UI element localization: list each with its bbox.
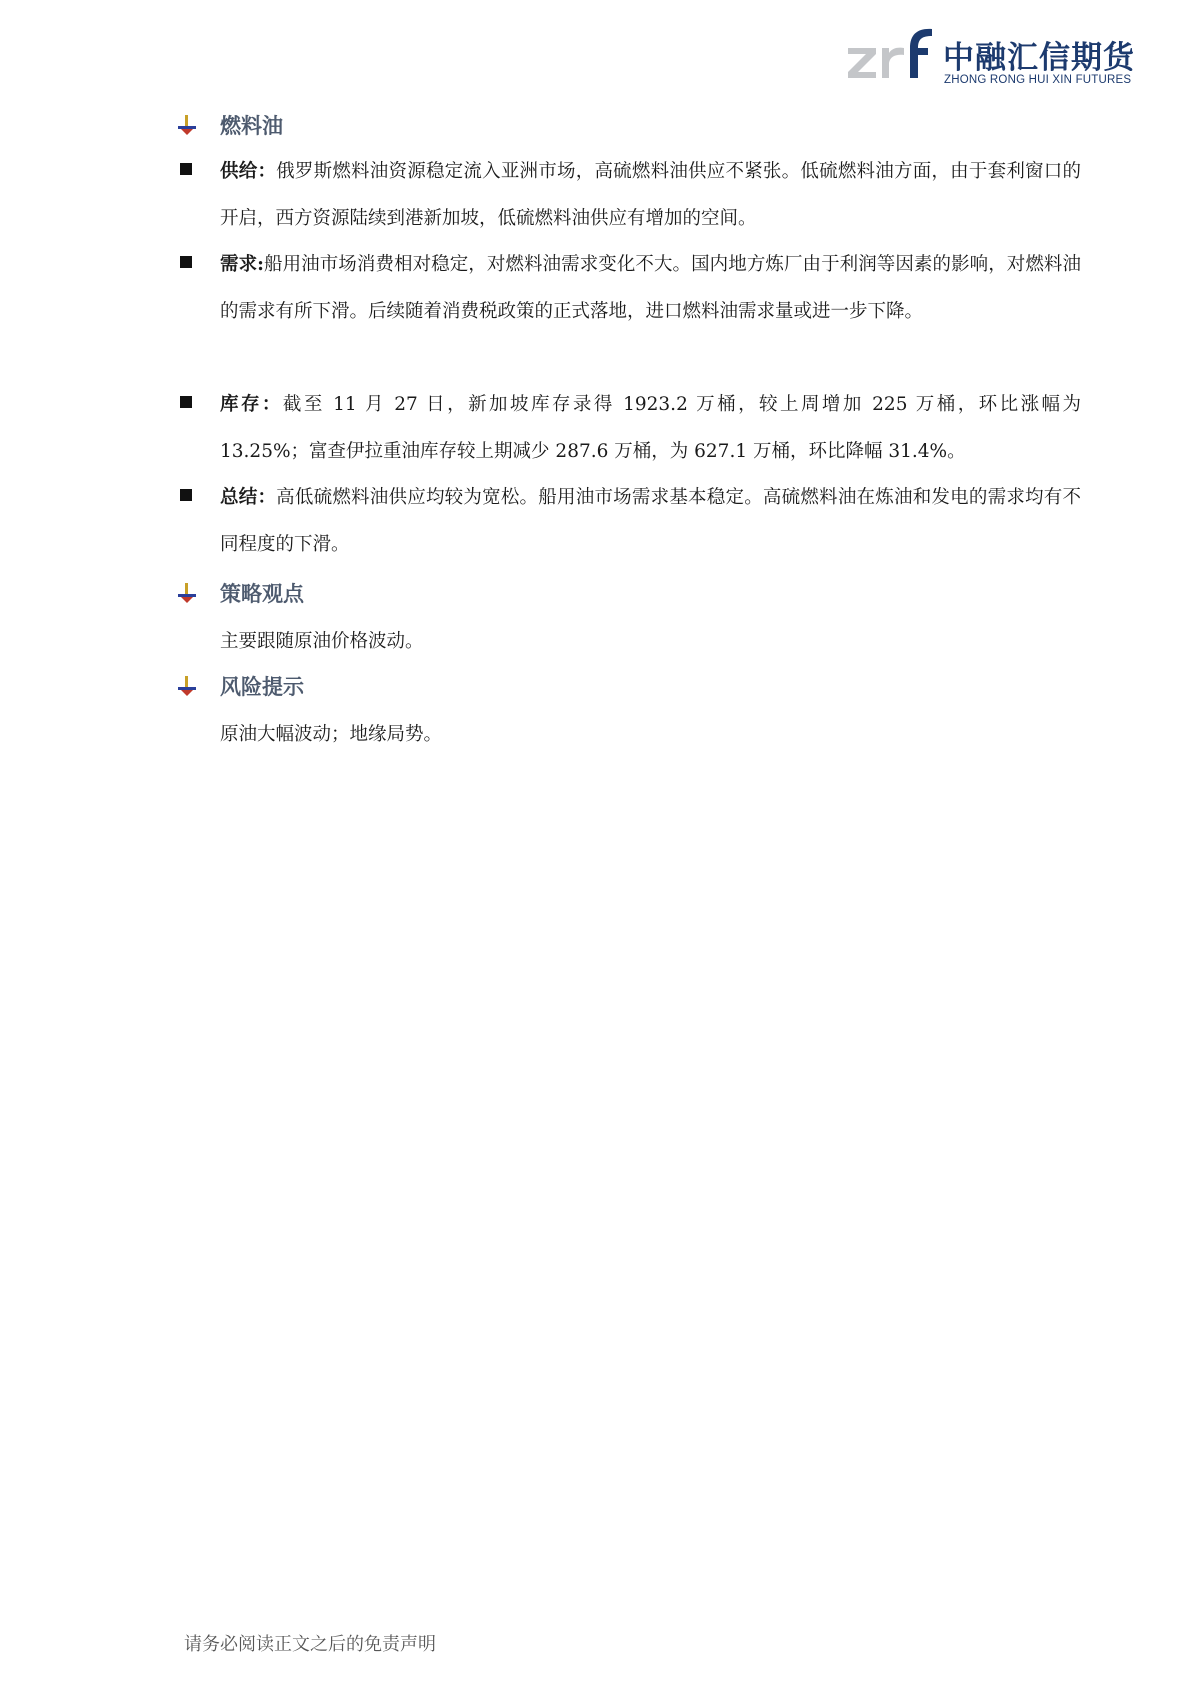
section-heading-text: 燃料油 — [220, 114, 283, 138]
bullet-body: 截至 11 月 27 日，新加坡库存录得 1923.2 万桶，较上周增加 225 万桶，环比涨幅为 13.25%；富查伊拉重油库存较上期减少 287.6 万桶，为 627.1 万桶，环比降幅 31.4%。 — [220, 394, 1081, 462]
section-heading-text: 风险提示 — [220, 675, 304, 699]
bullet-label: 库存： — [220, 394, 283, 415]
bullet-body: 船用油市场消费相对稳定，对燃料油需求变化不大。国内地方炼厂由于利润等因素的影响，对燃料油的需求有所下滑。后续随着消费税政策的正式落地，进口燃料油需求量或进一步下降。 — [220, 254, 1081, 322]
square-bullet-icon — [180, 489, 192, 501]
square-bullet-icon — [180, 163, 192, 175]
bullet-body: 俄罗斯燃料油资源稳定流入亚洲市场，高硫燃料油供应不紧张。低硫燃料油方面，由于套利窗口的开启，西方资源陆续到港新加坡，低硫燃料油供应有增加的空间。 — [220, 161, 1081, 229]
cross-arrow-icon — [176, 114, 198, 136]
section-heading-risk — [176, 671, 304, 701]
cross-arrow-icon — [176, 582, 198, 604]
section-heading-text: 策略观点 — [220, 582, 304, 606]
bullet-paragraph — [220, 382, 1081, 475]
company-logo — [846, 26, 1136, 92]
disclaimer-footer: 请务必阅读正文之后的免责声明 — [184, 1634, 436, 1655]
bullet-label: 需求: — [220, 254, 264, 275]
bullet-item-inventory — [176, 382, 1081, 475]
zrf-logo-mark — [846, 26, 946, 88]
bullet-paragraph — [220, 475, 1081, 568]
bullet-item-supply — [176, 149, 1081, 242]
risk-text: 原油大幅波动；地缘局势。 — [220, 724, 443, 745]
bullet-item-demand — [176, 242, 1081, 335]
bullet-paragraph — [220, 149, 1081, 242]
square-bullet-icon — [180, 256, 192, 268]
bullet-label: 总结： — [220, 487, 277, 508]
bullet-item-summary — [176, 475, 1081, 568]
square-bullet-icon — [180, 396, 192, 408]
strategy-text: 主要跟随原油价格波动。 — [220, 631, 424, 652]
logo-name-en: ZHONG RONG HUI XIN FUTURES — [944, 74, 1132, 86]
section-heading-fuel-oil — [176, 110, 283, 140]
bullet-body: 高低硫燃料油供应均较为宽松。船用油市场需求基本稳定。高硫燃料油在炼油和发电的需求均有不同程度的下滑。 — [220, 487, 1081, 555]
bullet-paragraph — [220, 242, 1081, 335]
cross-arrow-icon — [176, 675, 198, 697]
logo-name-cn: 中融汇信期货 — [943, 40, 1135, 76]
section-heading-strategy — [176, 578, 304, 608]
bullet-label: 供给： — [220, 161, 277, 182]
